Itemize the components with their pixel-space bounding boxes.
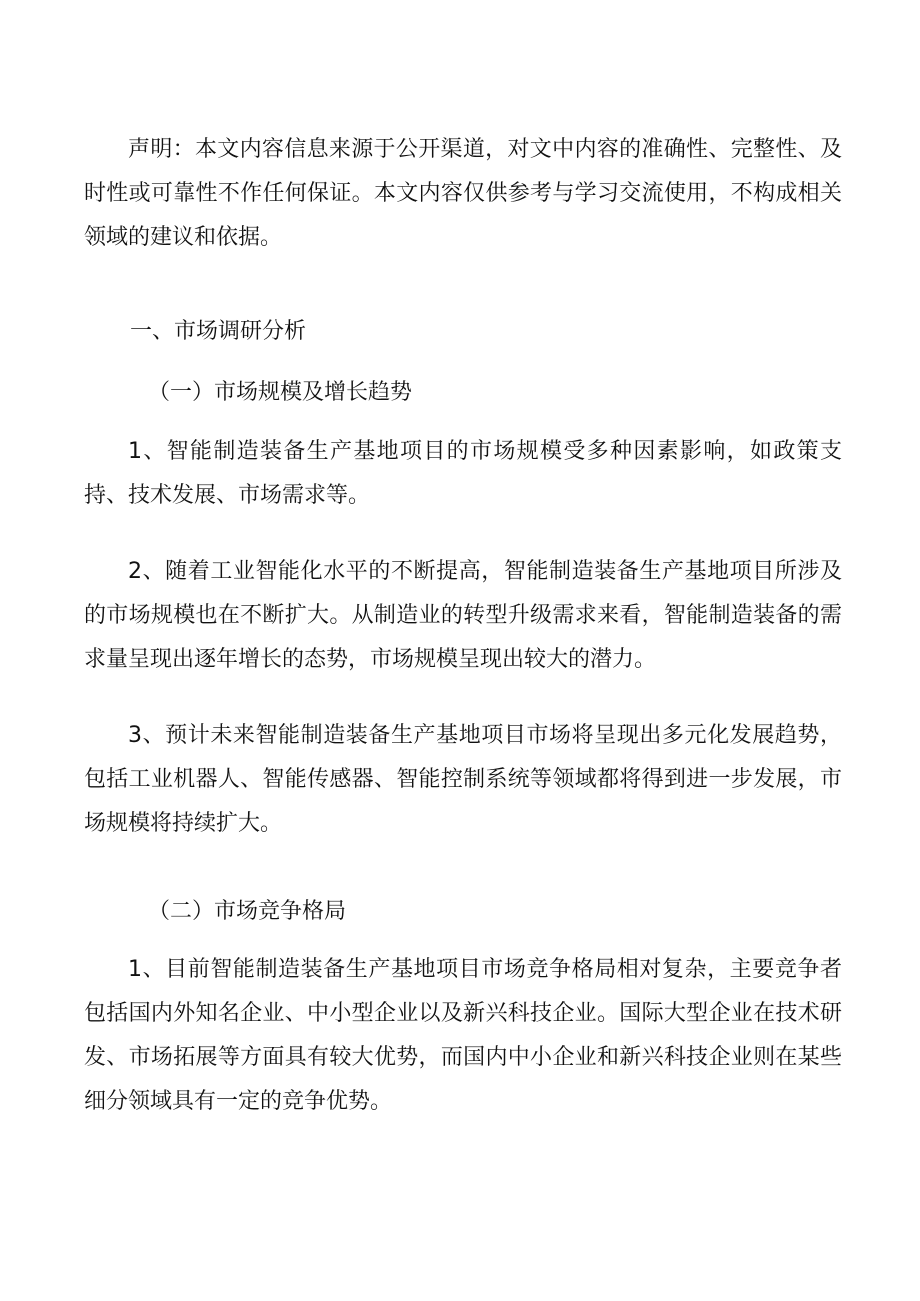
market-scale-paragraph-1: 1、智能制造装备生产基地项目的市场规模受多种因素影响，如政策支持、技术发展、市场需求等。 <box>84 439 842 508</box>
market-scale-paragraph-2: 2、随着工业智能化水平的不断提高，智能制造装备生产基地项目所涉及的市场规模也在不断扩大。从制造业的转型升级需求来看，智能制造装备的需求量呈现出逐年增长的态势，市场规模呈现出较大的潜力。 <box>84 559 842 672</box>
subsection-heading-market-scale: （一）市场规模及增长趋势 <box>148 380 413 405</box>
section-heading-market-research: 一、市场调研分析 <box>130 319 307 344</box>
market-scale-paragraph-3: 3、预计未来智能制造装备生产基地项目市场将呈现出多元化发展趋势，包括工业机器人、智能传感器、智能控制系统等领域都将得到进一步发展，市场规模将持续扩大。 <box>84 723 842 836</box>
subsection-heading-competition: （二）市场竞争格局 <box>148 899 347 924</box>
competition-paragraph-1: 1、目前智能制造装备生产基地项目市场竞争格局相对复杂，主要竞争者包括国内外知名企业、中小型企业以及新兴科技企业。国际大型企业在技术研发、市场拓展等方面具有较大优势，而国内中小企业和新兴科技企业则在某些细分领域具有一定的竞争优势。 <box>84 957 842 1114</box>
disclaimer-paragraph: 声明：本文内容信息来源于公开渠道，对文中内容的准确性、完整性、及时性或可靠性不作任何保证。本文内容仅供参考与学习交流使用，不构成相关领域的建议和依据。 <box>84 137 842 250</box>
